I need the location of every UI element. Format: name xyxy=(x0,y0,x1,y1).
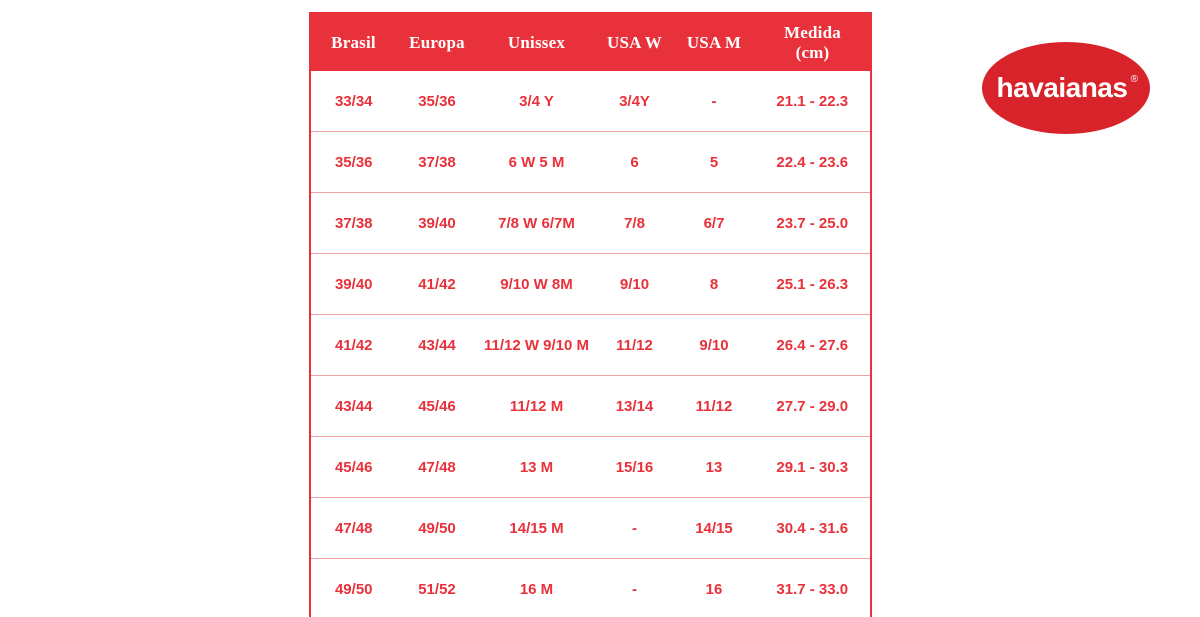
table-row xyxy=(310,315,871,376)
cell-medida: 23.7 - 25.0 xyxy=(755,193,872,254)
table-row xyxy=(310,193,871,254)
cell-unissex: 9/10 W 8M xyxy=(478,254,596,315)
cell-medida: 21.1 - 22.3 xyxy=(776,92,849,110)
cell-usa-m: 11/12 xyxy=(674,376,755,437)
cell-unissex: 3/4 Y xyxy=(519,92,554,110)
cell-usa-w: 7/8 xyxy=(596,193,674,254)
cell-brasil: 39/40 xyxy=(310,254,397,315)
table-row xyxy=(310,437,871,498)
cell-usa-m: - xyxy=(711,92,717,110)
cell-brasil: 47/48 xyxy=(310,498,397,559)
cell-usa-m: 6/7 xyxy=(674,193,755,254)
cell-usa-w: 6 xyxy=(596,132,674,193)
cell-europa: 47/48 xyxy=(397,437,478,498)
table-row xyxy=(310,71,871,132)
cell-brasil: 33/34 xyxy=(334,92,373,110)
cell-usa-m: 16 xyxy=(674,559,755,617)
cell-unissex: 14/15 M xyxy=(478,498,596,559)
cell-unissex: 7/8 W 6/7M xyxy=(478,193,596,254)
cell-brasil: 41/42 xyxy=(310,315,397,376)
size-table-container xyxy=(309,12,849,617)
table-row xyxy=(310,498,871,559)
size-table-body xyxy=(310,71,871,617)
cell-usa-m: 8 xyxy=(674,254,755,315)
cell-unissex: 6 W 5 M xyxy=(478,132,596,193)
column-header-unissex: Unissex xyxy=(478,13,596,71)
column-header-europa: Europa xyxy=(397,13,478,71)
column-header-medida xyxy=(755,13,872,71)
table-row xyxy=(310,376,871,437)
cell-medida: 29.1 - 30.3 xyxy=(755,437,872,498)
cell-europa: 43/44 xyxy=(397,315,478,376)
cell-medida: 27.7 - 29.0 xyxy=(755,376,872,437)
column-header-usa-m: USA M xyxy=(674,13,755,71)
cell-europa: 35/36 xyxy=(418,92,456,110)
cell-unissex: 11/12 W 9/10 M xyxy=(478,315,596,376)
cell-brasil: 37/38 xyxy=(310,193,397,254)
cell-unissex: 11/12 M xyxy=(478,376,596,437)
column-header-brasil: Brasil xyxy=(310,13,397,71)
cell-medida: 26.4 - 27.6 xyxy=(755,315,872,376)
cell-europa: 51/52 xyxy=(397,559,478,617)
cell-europa: 45/46 xyxy=(397,376,478,437)
column-header-medida-line2: (cm) xyxy=(795,42,830,62)
cell-usa-w: 15/16 xyxy=(596,437,674,498)
cell-usa-m: 14/15 xyxy=(674,498,755,559)
cell-brasil: 45/46 xyxy=(310,437,397,498)
cell-brasil: 49/50 xyxy=(310,559,397,617)
table-header-row xyxy=(310,13,871,71)
column-header-medida-line1: Medida xyxy=(784,23,841,42)
cell-europa: 41/42 xyxy=(397,254,478,315)
cell-medida: 30.4 - 31.6 xyxy=(755,498,872,559)
havaianas-logo xyxy=(982,42,1150,134)
size-table xyxy=(309,12,872,617)
cell-usa-w: 11/12 xyxy=(596,315,674,376)
column-header-usa-w: USA W xyxy=(596,13,674,71)
cell-usa-m: 13 xyxy=(674,437,755,498)
cell-usa-m: 5 xyxy=(674,132,755,193)
cell-brasil: 35/36 xyxy=(310,132,397,193)
cell-usa-w: 3/4Y xyxy=(619,92,650,110)
table-row xyxy=(310,559,871,617)
cell-medida: 22.4 - 23.6 xyxy=(755,132,872,193)
cell-usa-w: 13/14 xyxy=(596,376,674,437)
table-row xyxy=(310,254,871,315)
cell-usa-w: - xyxy=(596,498,674,559)
registered-trademark-icon: ® xyxy=(1130,74,1138,85)
size-table-header xyxy=(310,13,871,71)
cell-europa: 39/40 xyxy=(397,193,478,254)
logo-wordmark xyxy=(997,72,1136,104)
logo-brand-name: havaianas xyxy=(996,72,1128,103)
cell-usa-w: 9/10 xyxy=(596,254,674,315)
cell-medida: 25.1 - 26.3 xyxy=(755,254,872,315)
cell-unissex: 16 M xyxy=(478,559,596,617)
cell-brasil: 43/44 xyxy=(310,376,397,437)
table-row xyxy=(310,132,871,193)
cell-europa: 37/38 xyxy=(397,132,478,193)
cell-usa-m: 9/10 xyxy=(674,315,755,376)
cell-unissex: 13 M xyxy=(478,437,596,498)
cell-medida: 31.7 - 33.0 xyxy=(755,559,872,617)
cell-usa-w: - xyxy=(596,559,674,617)
cell-europa: 49/50 xyxy=(397,498,478,559)
